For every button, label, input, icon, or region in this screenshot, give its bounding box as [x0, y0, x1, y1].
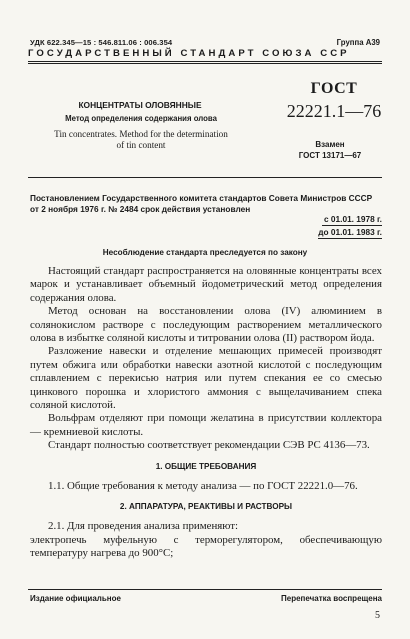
- document-subtitle-ru: Метод определения содержания олова: [65, 114, 217, 123]
- paragraph-furnace: электропечь муфельную с терморегулятором, обеспечивающую температуру нагрева до 900°C;: [30, 533, 382, 559]
- paragraph-cmea: Стандарт полностью соответствует рекомендации СЭВ РС 4136—73.: [48, 439, 370, 452]
- reprint-prohibited-label: Перепечатка воспрещена: [281, 594, 382, 603]
- paragraph-2-1: 2.1. Для проведения анализа применяют:: [48, 520, 239, 533]
- decree-text: Постановлением Государственного комитета стандартов Совета Министров СССР от 2 ноября 1976 г. № 2484 срок действия установлен: [30, 193, 373, 214]
- paragraph-method: Метод основан на восстановлении олова (IV) алюминием в солянокислом растворе с последующим растворением металлического олова в избытке соляной кислоты и титровании олова (II) раствором йода.: [30, 305, 382, 345]
- title-block-rule: [28, 177, 382, 178]
- header-rule-double: [28, 63, 382, 64]
- state-standard-banner: ГОСУДАРСТВЕННЫЙ СТАНДАРТ СОЮЗА ССР: [28, 48, 350, 59]
- page-number: 5: [375, 610, 380, 621]
- validity-from-underline: [322, 225, 382, 226]
- group-code: Группа А39: [336, 38, 380, 47]
- validity-to: до 01.01. 1983 г.: [318, 227, 382, 237]
- udk-code: УДК 622.345—15 : 546.811.06 : 006.354: [30, 38, 173, 47]
- paragraph-1-1: 1.1. Общие требования к методу анализа — по ГОСТ 22221.0—76.: [48, 479, 358, 492]
- document-title-ru: КОНЦЕНТРАТЫ ОЛОВЯННЫЕ: [78, 100, 202, 110]
- section-heading-2: 2. АППАРАТУРА, РЕАКТИВЫ И РАСТВОРЫ: [119, 502, 293, 512]
- replaces-label: Взамен: [315, 140, 345, 149]
- replaces-standard: ГОСТ 13171—67: [298, 151, 362, 160]
- paragraph-scope: Настоящий стандарт распространяется на оловянные концентраты всех марок и устанавливает объемный йодометрический метод определения содержания олова.: [30, 265, 382, 304]
- document-body: [30, 265, 382, 560]
- gost-label: ГОСТ: [310, 80, 358, 97]
- paragraph-tungsten: Вольфрам отделяют при помощи желатина в присутствии коллектора — кремниевой кислоты.: [30, 412, 382, 438]
- official-edition-label: Издание официальное: [30, 594, 121, 603]
- validity-to-underline: [318, 238, 382, 239]
- gost-number: 22221.1—76: [286, 101, 382, 121]
- paragraph-decomposition: Разложение навески и отделение мешающих примесей производят путем обжига или обработки навески азотной кислотой с последующим сплавлением с перекисью натрия или путем спекания ее со смесью цинкового порошка и хлористого аммония с выщелачиванием спека соляной кислотой.: [30, 345, 382, 412]
- document-title-en: Tin concentrates. Method for the determination of tin content: [54, 129, 228, 150]
- footer-rule: [28, 589, 382, 590]
- section-heading-1: 1. ОБЩИЕ ТРЕБОВАНИЯ: [155, 461, 257, 471]
- legal-notice: Несоблюдение стандарта преследуется по закону: [102, 248, 308, 257]
- validity-from: с 01.01. 1978 г.: [324, 214, 382, 224]
- header-rule: [28, 61, 382, 62]
